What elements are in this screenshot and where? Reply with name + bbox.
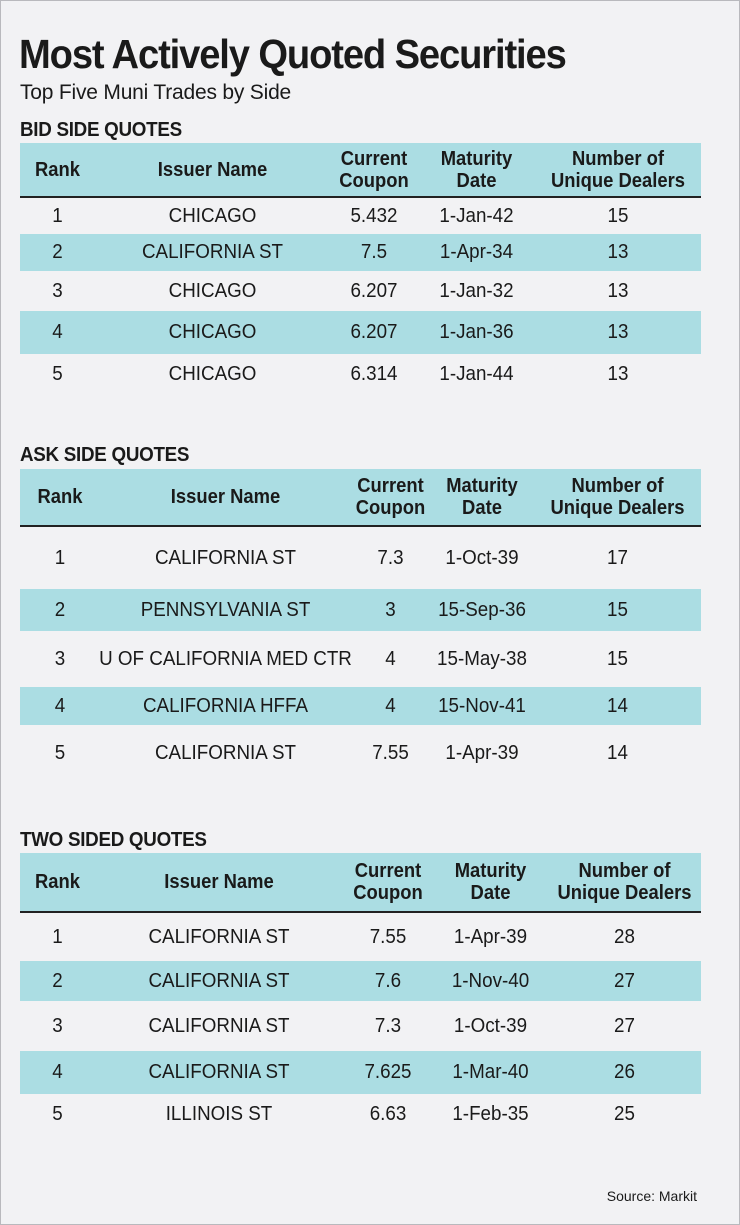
rank-cell: 2	[52, 241, 63, 263]
table-header-row	[20, 853, 701, 913]
rank-cell: 2	[52, 969, 63, 992]
dealers-column-header-line: Unique Dealers	[550, 497, 685, 519]
unique-dealers-cell: 17	[607, 546, 628, 569]
issuer-name-cell: U OF CALIFORNIA MED CTR	[99, 647, 352, 670]
rank-cell: 5	[52, 1103, 63, 1125]
dealers-column-header-line: Unique Dealers	[557, 882, 692, 904]
unique-dealers-cell: 27	[614, 1014, 635, 1037]
unique-dealers-cell: 14	[607, 741, 628, 764]
maturity-date-cell: 1-Oct-39	[445, 546, 519, 569]
issuer-column-header	[104, 143, 320, 196]
table-row	[20, 527, 701, 589]
table-row	[20, 725, 701, 781]
maturity-date-cell: 15-Sep-36	[438, 598, 526, 621]
issuer-name-cell: CHICAGO	[168, 362, 257, 385]
unique-dealers-cell: 13	[607, 321, 629, 343]
maturity-column-header	[438, 853, 544, 911]
rank-cell: 1	[52, 925, 63, 948]
table-row	[20, 311, 701, 354]
section-label-bid: BID SIDE QUOTES	[20, 119, 182, 141]
two-sided-table	[20, 853, 701, 1135]
current-coupon-cell: 6.207	[350, 321, 398, 343]
current-coupon-cell: 7.625	[364, 1061, 412, 1083]
section-label-two-sided: TWO SIDED QUOTES	[20, 829, 207, 851]
maturity-column-header	[434, 469, 530, 525]
unique-dealers-cell: 27	[614, 969, 635, 992]
current-coupon-cell: 7.6	[374, 969, 402, 992]
issuer-column-header-line: Issuer Name	[170, 486, 281, 508]
table-row	[20, 961, 701, 1001]
ask-side-table	[20, 469, 701, 781]
coupon-column-header-line: Current	[354, 860, 422, 882]
unique-dealers-cell: 28	[614, 925, 635, 948]
issuer-name-cell: CALIFORNIA ST	[141, 241, 284, 263]
rank-cell: 3	[54, 647, 66, 670]
dealers-column-header	[554, 853, 695, 911]
issuer-column-header-line: Issuer Name	[164, 871, 274, 893]
unique-dealers-cell: 26	[614, 1061, 635, 1083]
rank-column-header	[23, 853, 92, 911]
unique-dealers-cell: 14	[607, 694, 628, 717]
current-coupon-cell: 6.314	[350, 362, 398, 385]
unique-dealers-cell: 15	[607, 204, 629, 227]
maturity-column-header-line: Date	[470, 882, 511, 904]
section-label-ask: ASK SIDE QUOTES	[20, 444, 190, 466]
issuer-name-cell: CHICAGO	[168, 279, 257, 302]
dealers-column-header	[542, 143, 695, 196]
table-row	[20, 913, 701, 961]
rank-column-header-line: Rank	[35, 158, 80, 181]
current-coupon-cell: 6.207	[350, 279, 398, 302]
chart-title: Most Actively Quoted Securities	[19, 31, 566, 77]
coupon-column-header-line: Coupon	[339, 169, 409, 192]
current-coupon-cell: 7.5	[360, 241, 388, 263]
maturity-date-cell: 1-Mar-40	[452, 1061, 529, 1083]
rank-column-header-line: Rank	[35, 871, 80, 893]
coupon-column-header-line: Current	[340, 147, 408, 170]
rank-cell: 1	[54, 546, 66, 569]
current-coupon-cell: 5.432	[350, 204, 398, 227]
coupon-column-header	[354, 469, 427, 525]
maturity-date-cell: 1-Jan-36	[439, 321, 514, 343]
rank-cell: 4	[52, 1061, 63, 1083]
current-coupon-cell: 7.55	[369, 925, 407, 948]
current-coupon-cell: 6.63	[369, 1103, 407, 1125]
table-row	[20, 198, 701, 234]
unique-dealers-cell: 15	[607, 647, 628, 670]
issuer-name-cell: CALIFORNIA ST	[148, 1014, 290, 1037]
current-coupon-cell: 7.3	[377, 546, 404, 569]
coupon-column-header-line: Coupon	[353, 882, 423, 904]
table-row	[20, 354, 701, 394]
issuer-name-cell: CALIFORNIA ST	[154, 546, 297, 569]
rank-cell: 2	[54, 598, 66, 621]
rank-cell: 3	[52, 279, 63, 302]
current-coupon-cell: 3	[385, 598, 396, 621]
source-note: Source: Markit	[606, 1188, 697, 1204]
current-coupon-cell: 4	[385, 647, 396, 670]
issuer-name-cell: CHICAGO	[168, 204, 257, 227]
maturity-column-header-line: Date	[462, 497, 502, 519]
table-row	[20, 271, 701, 311]
unique-dealers-cell: 13	[607, 362, 629, 385]
rank-column-header-line: Rank	[37, 486, 83, 508]
issuer-name-cell: CALIFORNIA ST	[154, 741, 297, 764]
rank-column-header	[23, 143, 92, 196]
rank-cell: 5	[54, 741, 66, 764]
issuer-name-cell: PENNSYLVANIA ST	[140, 598, 311, 621]
table-row	[20, 1001, 701, 1051]
issuer-name-cell: ILLINOIS ST	[165, 1103, 273, 1125]
maturity-date-cell: 1-Jan-32	[439, 279, 514, 302]
issuer-name-cell: CHICAGO	[168, 321, 257, 343]
rank-cell: 4	[52, 321, 63, 343]
current-coupon-cell: 7.55	[372, 741, 409, 764]
rank-cell: 5	[52, 362, 63, 385]
unique-dealers-cell: 25	[614, 1103, 635, 1125]
rank-cell: 3	[52, 1014, 63, 1037]
unique-dealers-cell: 15	[607, 598, 628, 621]
table-row	[20, 631, 701, 687]
table-row	[20, 687, 701, 725]
issuer-name-cell: CALIFORNIA ST	[148, 969, 290, 992]
dealers-column-header-line: Number of	[578, 860, 671, 882]
coupon-column-header-line: Current	[357, 475, 424, 497]
maturity-date-cell: 15-May-38	[437, 647, 527, 670]
current-coupon-cell: 4	[385, 694, 396, 717]
rank-cell: 4	[54, 694, 66, 717]
issuer-column-header-line: Issuer Name	[157, 158, 268, 181]
issuer-name-cell: CALIFORNIA HFFA	[142, 694, 309, 717]
unique-dealers-cell: 13	[607, 241, 629, 263]
current-coupon-cell: 7.3	[374, 1014, 402, 1037]
dealers-column-header-line: Unique Dealers	[551, 169, 685, 192]
maturity-column-header-line: Date	[456, 169, 497, 192]
maturity-date-cell: 15-Nov-41	[438, 694, 526, 717]
maturity-date-cell: 1-Apr-39	[445, 741, 519, 764]
rank-cell: 1	[52, 204, 63, 227]
table-row	[20, 1051, 701, 1094]
maturity-column-header-line: Maturity	[446, 475, 518, 497]
table-row	[20, 1094, 701, 1135]
table-row	[20, 234, 701, 271]
issuer-column-header	[110, 469, 341, 525]
coupon-column-header	[347, 853, 430, 911]
issuer-name-cell: CALIFORNIA ST	[148, 1061, 290, 1083]
maturity-date-cell: 1-Jan-44	[439, 362, 514, 385]
dealers-column-header-line: Number of	[571, 475, 664, 497]
unique-dealers-cell: 13	[607, 279, 629, 302]
issuer-column-header	[105, 853, 333, 911]
maturity-date-cell: 1-Jan-42	[439, 204, 514, 227]
maturity-column-header-line: Maturity	[440, 147, 513, 170]
maturity-date-cell: 1-Oct-39	[453, 1014, 528, 1037]
coupon-column-header	[334, 143, 415, 196]
table-header-row	[20, 143, 701, 198]
table-header-row	[20, 469, 701, 527]
dealers-column-header-line: Number of	[571, 147, 664, 170]
maturity-date-cell: 1-Apr-34	[439, 241, 514, 263]
maturity-date-cell: 1-Nov-40	[451, 969, 530, 992]
rank-column-header	[23, 469, 97, 525]
coupon-column-header-line: Coupon	[355, 497, 426, 519]
issuer-name-cell: CALIFORNIA ST	[148, 925, 290, 948]
chart-subtitle: Top Five Muni Trades by Side	[20, 81, 292, 104]
maturity-column-header-line: Maturity	[454, 860, 527, 882]
table-row	[20, 589, 701, 631]
maturity-date-cell: 1-Feb-35	[452, 1103, 529, 1125]
bid-side-table	[20, 143, 701, 394]
dealers-column-header	[541, 469, 695, 525]
maturity-date-cell: 1-Apr-39	[453, 925, 528, 948]
maturity-column-header	[423, 143, 531, 196]
